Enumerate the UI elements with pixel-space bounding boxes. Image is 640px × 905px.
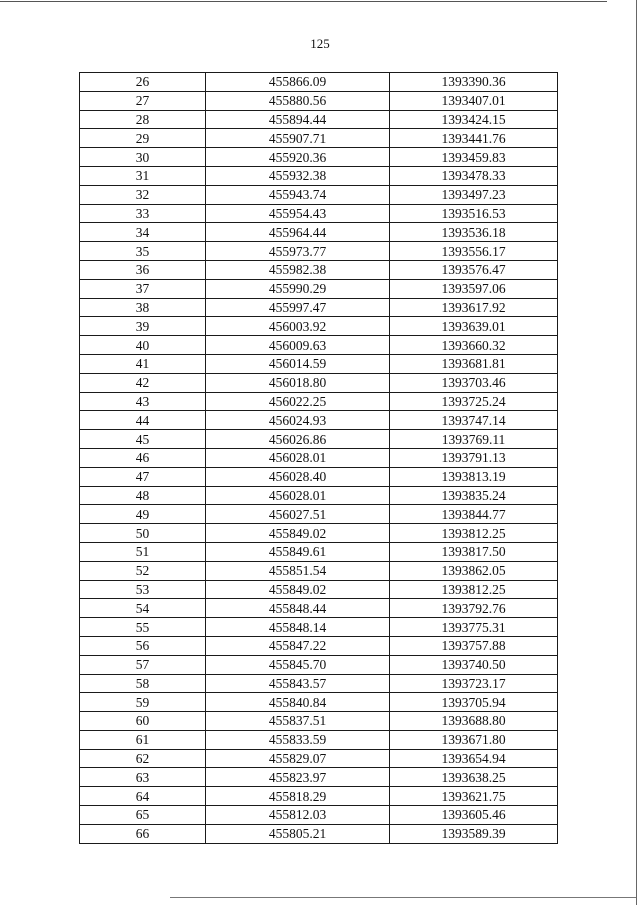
table-body <box>80 73 558 844</box>
y-coordinate-cell: 1393516.53 <box>390 204 558 223</box>
x-coordinate-cell: 455880.56 <box>206 91 390 110</box>
table-row <box>80 204 558 223</box>
point-number-cell: 58 <box>80 674 206 693</box>
table-row <box>80 768 558 787</box>
x-coordinate-cell: 456026.86 <box>206 430 390 449</box>
point-number-cell: 45 <box>80 430 206 449</box>
y-coordinate-cell: 1393617.92 <box>390 298 558 317</box>
table-row <box>80 599 558 618</box>
y-coordinate-cell: 1393723.17 <box>390 674 558 693</box>
table-row <box>80 373 558 392</box>
table-row <box>80 223 558 242</box>
point-number-cell: 64 <box>80 787 206 806</box>
x-coordinate-cell: 456003.92 <box>206 317 390 336</box>
point-number-cell: 54 <box>80 599 206 618</box>
x-coordinate-cell: 456014.59 <box>206 354 390 373</box>
y-coordinate-cell: 1393812.25 <box>390 524 558 543</box>
table-row <box>80 693 558 712</box>
point-number-cell: 42 <box>80 373 206 392</box>
x-coordinate-cell: 455840.84 <box>206 693 390 712</box>
point-number-cell: 57 <box>80 655 206 674</box>
y-coordinate-cell: 1393478.33 <box>390 166 558 185</box>
table-row <box>80 354 558 373</box>
point-number-cell: 50 <box>80 524 206 543</box>
x-coordinate-cell: 456024.93 <box>206 411 390 430</box>
x-coordinate-cell: 455954.43 <box>206 204 390 223</box>
point-number-cell: 46 <box>80 448 206 467</box>
y-coordinate-cell: 1393813.19 <box>390 467 558 486</box>
coordinates-table <box>79 72 558 844</box>
x-coordinate-cell: 455849.61 <box>206 542 390 561</box>
y-coordinate-cell: 1393654.94 <box>390 749 558 768</box>
table-row <box>80 618 558 637</box>
y-coordinate-cell: 1393747.14 <box>390 411 558 430</box>
table-row <box>80 336 558 355</box>
x-coordinate-cell: 455932.38 <box>206 166 390 185</box>
x-coordinate-cell: 456018.80 <box>206 373 390 392</box>
y-coordinate-cell: 1393597.06 <box>390 279 558 298</box>
table-row <box>80 298 558 317</box>
table-row <box>80 185 558 204</box>
point-number-cell: 65 <box>80 806 206 825</box>
point-number-cell: 48 <box>80 486 206 505</box>
table-row <box>80 505 558 524</box>
x-coordinate-cell: 456022.25 <box>206 392 390 411</box>
x-coordinate-cell: 455847.22 <box>206 636 390 655</box>
table-row <box>80 486 558 505</box>
x-coordinate-cell: 455894.44 <box>206 110 390 129</box>
y-coordinate-cell: 1393844.77 <box>390 505 558 524</box>
x-coordinate-cell: 455823.97 <box>206 768 390 787</box>
x-coordinate-cell: 455812.03 <box>206 806 390 825</box>
top-edge-rule <box>0 1 607 2</box>
y-coordinate-cell: 1393775.31 <box>390 618 558 637</box>
bottom-edge-rule <box>170 897 636 898</box>
table-row <box>80 467 558 486</box>
table-row <box>80 524 558 543</box>
y-coordinate-cell: 1393639.01 <box>390 317 558 336</box>
y-coordinate-cell: 1393621.75 <box>390 787 558 806</box>
x-coordinate-cell: 455843.57 <box>206 674 390 693</box>
y-coordinate-cell: 1393671.80 <box>390 730 558 749</box>
point-number-cell: 59 <box>80 693 206 712</box>
point-number-cell: 26 <box>80 73 206 92</box>
y-coordinate-cell: 1393407.01 <box>390 91 558 110</box>
x-coordinate-cell: 456027.51 <box>206 505 390 524</box>
y-coordinate-cell: 1393681.81 <box>390 354 558 373</box>
x-coordinate-cell: 456028.01 <box>206 448 390 467</box>
x-coordinate-cell: 455907.71 <box>206 129 390 148</box>
x-coordinate-cell: 455964.44 <box>206 223 390 242</box>
table-row <box>80 242 558 261</box>
point-number-cell: 44 <box>80 411 206 430</box>
y-coordinate-cell: 1393740.50 <box>390 655 558 674</box>
point-number-cell: 32 <box>80 185 206 204</box>
table-row <box>80 655 558 674</box>
x-coordinate-cell: 455851.54 <box>206 561 390 580</box>
point-number-cell: 60 <box>80 712 206 731</box>
point-number-cell: 30 <box>80 148 206 167</box>
table-row <box>80 166 558 185</box>
x-coordinate-cell: 455805.21 <box>206 824 390 843</box>
point-number-cell: 63 <box>80 768 206 787</box>
x-coordinate-cell: 455837.51 <box>206 712 390 731</box>
y-coordinate-cell: 1393703.46 <box>390 373 558 392</box>
x-coordinate-cell: 455849.02 <box>206 580 390 599</box>
y-coordinate-cell: 1393576.47 <box>390 260 558 279</box>
point-number-cell: 55 <box>80 618 206 637</box>
table-row <box>80 712 558 731</box>
table-row <box>80 674 558 693</box>
table-row <box>80 542 558 561</box>
y-coordinate-cell: 1393757.88 <box>390 636 558 655</box>
x-coordinate-cell: 455943.74 <box>206 185 390 204</box>
y-coordinate-cell: 1393497.23 <box>390 185 558 204</box>
point-number-cell: 41 <box>80 354 206 373</box>
x-coordinate-cell: 455818.29 <box>206 787 390 806</box>
table-row <box>80 430 558 449</box>
y-coordinate-cell: 1393835.24 <box>390 486 558 505</box>
point-number-cell: 40 <box>80 336 206 355</box>
table-row <box>80 110 558 129</box>
point-number-cell: 37 <box>80 279 206 298</box>
y-coordinate-cell: 1393769.11 <box>390 430 558 449</box>
x-coordinate-cell: 456028.40 <box>206 467 390 486</box>
y-coordinate-cell: 1393688.80 <box>390 712 558 731</box>
x-coordinate-cell: 455990.29 <box>206 279 390 298</box>
x-coordinate-cell: 455848.14 <box>206 618 390 637</box>
table-row <box>80 73 558 92</box>
x-coordinate-cell: 455845.70 <box>206 655 390 674</box>
page-right-edge <box>636 0 637 905</box>
point-number-cell: 56 <box>80 636 206 655</box>
x-coordinate-cell: 455997.47 <box>206 298 390 317</box>
table-row <box>80 411 558 430</box>
point-number-cell: 51 <box>80 542 206 561</box>
table-row <box>80 636 558 655</box>
point-number-cell: 62 <box>80 749 206 768</box>
y-coordinate-cell: 1393536.18 <box>390 223 558 242</box>
x-coordinate-cell: 456028.01 <box>206 486 390 505</box>
y-coordinate-cell: 1393441.76 <box>390 129 558 148</box>
x-coordinate-cell: 456009.63 <box>206 336 390 355</box>
table-row <box>80 317 558 336</box>
x-coordinate-cell: 455920.36 <box>206 148 390 167</box>
point-number-cell: 38 <box>80 298 206 317</box>
x-coordinate-cell: 455973.77 <box>206 242 390 261</box>
point-number-cell: 66 <box>80 824 206 843</box>
x-coordinate-cell: 455982.38 <box>206 260 390 279</box>
point-number-cell: 52 <box>80 561 206 580</box>
y-coordinate-cell: 1393556.17 <box>390 242 558 261</box>
table-row <box>80 824 558 843</box>
table-row <box>80 392 558 411</box>
y-coordinate-cell: 1393791.13 <box>390 448 558 467</box>
point-number-cell: 39 <box>80 317 206 336</box>
x-coordinate-cell: 455849.02 <box>206 524 390 543</box>
table-row <box>80 91 558 110</box>
point-number-cell: 61 <box>80 730 206 749</box>
y-coordinate-cell: 1393605.46 <box>390 806 558 825</box>
y-coordinate-cell: 1393589.39 <box>390 824 558 843</box>
point-number-cell: 49 <box>80 505 206 524</box>
y-coordinate-cell: 1393812.25 <box>390 580 558 599</box>
table-row <box>80 279 558 298</box>
y-coordinate-cell: 1393705.94 <box>390 693 558 712</box>
table-row <box>80 806 558 825</box>
point-number-cell: 47 <box>80 467 206 486</box>
table-row <box>80 129 558 148</box>
y-coordinate-cell: 1393725.24 <box>390 392 558 411</box>
point-number-cell: 27 <box>80 91 206 110</box>
point-number-cell: 29 <box>80 129 206 148</box>
y-coordinate-cell: 1393638.25 <box>390 768 558 787</box>
table-row <box>80 787 558 806</box>
point-number-cell: 53 <box>80 580 206 599</box>
table-row <box>80 580 558 599</box>
y-coordinate-cell: 1393792.76 <box>390 599 558 618</box>
point-number-cell: 31 <box>80 166 206 185</box>
x-coordinate-cell: 455829.07 <box>206 749 390 768</box>
x-coordinate-cell: 455866.09 <box>206 73 390 92</box>
point-number-cell: 33 <box>80 204 206 223</box>
point-number-cell: 34 <box>80 223 206 242</box>
page-number: 125 <box>310 36 330 51</box>
table-row <box>80 561 558 580</box>
point-number-cell: 36 <box>80 260 206 279</box>
table-row <box>80 730 558 749</box>
table-row <box>80 148 558 167</box>
point-number-cell: 35 <box>80 242 206 261</box>
y-coordinate-cell: 1393660.32 <box>390 336 558 355</box>
y-coordinate-cell: 1393390.36 <box>390 73 558 92</box>
x-coordinate-cell: 455833.59 <box>206 730 390 749</box>
y-coordinate-cell: 1393817.50 <box>390 542 558 561</box>
table-row <box>80 448 558 467</box>
y-coordinate-cell: 1393424.15 <box>390 110 558 129</box>
point-number-cell: 28 <box>80 110 206 129</box>
table-row <box>80 260 558 279</box>
point-number-cell: 43 <box>80 392 206 411</box>
x-coordinate-cell: 455848.44 <box>206 599 390 618</box>
table-row <box>80 749 558 768</box>
y-coordinate-cell: 1393459.83 <box>390 148 558 167</box>
y-coordinate-cell: 1393862.05 <box>390 561 558 580</box>
